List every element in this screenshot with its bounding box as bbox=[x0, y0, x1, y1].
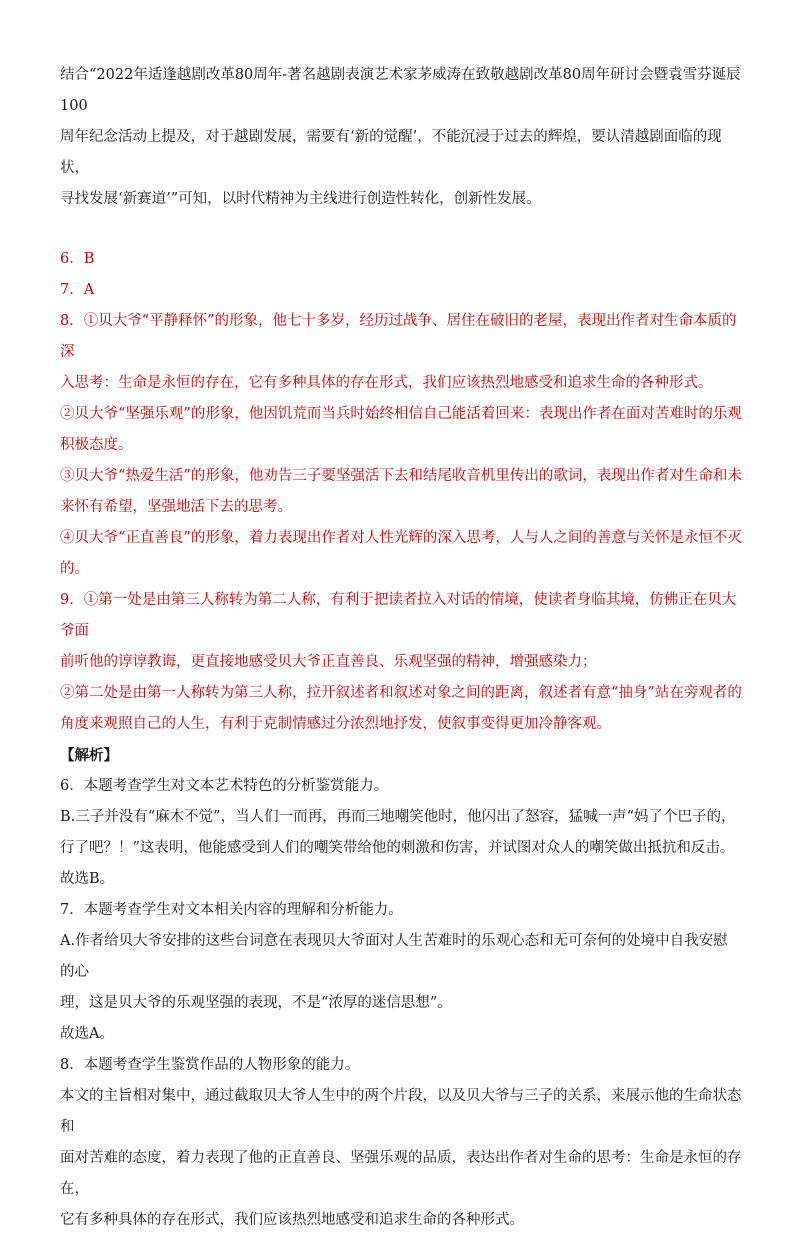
answer-q8-line: 来怀有希望，坚强地活下去的思考。 bbox=[60, 499, 292, 515]
intro-line: 结合“2022年适逢越剧改革80周年-著名越剧表演艺术家茅威涛在致敬越剧改革80周年研讨会暨袁雪芬诞辰100 bbox=[60, 67, 741, 114]
answer-q8-line: ③贝大爷“热爱生活”的形象，他劝告三子要坚强活下去和结尾收音机里传出的歌词，表现出作者对生命和未 bbox=[60, 468, 742, 484]
analysis-line: 面对苦难的态度，着力表现了他的正直善良、坚强乐观的品质，表达出作者对生命的思考：生命是永恒的存在， bbox=[60, 1150, 742, 1197]
analysis-line: 8．本题考查学生鉴赏作品的人物形象的能力。 bbox=[60, 1057, 360, 1073]
answer-q8-line: 积极态度。 bbox=[60, 437, 133, 453]
answer-q9 bbox=[60, 585, 742, 740]
analysis-section bbox=[60, 740, 742, 1236]
analysis-line: 故选B。 bbox=[60, 871, 115, 887]
analysis-title: 【解析】 bbox=[60, 747, 118, 764]
intro-line: 周年纪念活动上提及，对于越剧发展，需要有‘新的觉醒’，不能沉浸于过去的辉煌，要认清越剧面临的现状， bbox=[60, 129, 722, 176]
analysis-line: 故选A。 bbox=[60, 1026, 114, 1042]
intro-paragraph bbox=[60, 60, 742, 215]
answer-q9-line: 前听他的谆谆教诲，更直接地感受贝大爷正直善良、乐观坚强的精神，增强感染力； bbox=[60, 654, 597, 670]
analysis-line: 理，这是贝大爷的乐观坚强的表现，不是“浓厚的迷信思想”。 bbox=[60, 995, 452, 1011]
analysis-line: B.三子并没有“麻木不觉”，当人们一而再，再而三地嘲笑他时，他闪出了怒容，猛喊一声“妈了个巴子的， bbox=[60, 809, 736, 825]
answer-q9-line: ②第二处是由第一人称转为第三人称，拉开叙述者和叙述对象之间的距离，叙述者有意“抽身”站在旁观者的 bbox=[60, 685, 742, 701]
document-content bbox=[60, 60, 742, 1236]
answer-q8 bbox=[60, 306, 742, 585]
answer-q9-line: 9．①第一处是由第三人称转为第二人称，有利于把读者拉入对话的情境，使读者身临其境，仿佛正在贝大爷面 bbox=[60, 592, 737, 639]
analysis-q7 bbox=[60, 895, 742, 1050]
analysis-line: 6．本题考查学生对文本艺术特色的分析鉴赏能力。 bbox=[60, 778, 389, 794]
answer-q8-line: 入思考：生命是永恒的存在，它有多种具体的存在形式，我们应该热烈地感受和追求生命的各种形式。 bbox=[60, 375, 713, 391]
spacer bbox=[60, 215, 742, 244]
analysis-line: 行了吧？！”这表明，他能感受到人们的嘲笑带给他的刺激和伤害，并试图对众人的嘲笑做出抵抗和反击。 bbox=[60, 840, 735, 856]
analysis-line: A.作者给贝大爷安排的这些台词意在表现贝大爷面对人生苦难时的乐观心态和无可奈何的处境中自我安慰的心 bbox=[60, 933, 728, 980]
analysis-line: 7．本题考查学生对文本相关内容的理解和分析能力。 bbox=[60, 902, 403, 918]
analysis-line: 本文的主旨相对集中，通过截取贝大爷人生中的两个片段，以及贝大爷与三子的关系，来展示他的生命状态和 bbox=[60, 1088, 742, 1135]
answer-q8-line: ④贝大爷“正直善良”的形象，着力表现出作者对人性光辉的深入思考，人与人之间的善意与关怀是永恒不灭 bbox=[60, 530, 742, 546]
answer-q8-line: 的。 bbox=[60, 561, 89, 577]
answer-q6: 6．B bbox=[60, 251, 95, 267]
answer-q8-line: ②贝大爷“坚强乐观”的形象，他因饥荒而当兵时始终相信自己能活着回来：表现出作者在面对苦难时的乐观 bbox=[60, 406, 742, 422]
analysis-q8 bbox=[60, 1050, 742, 1236]
analysis-q6 bbox=[60, 771, 742, 895]
answer-q7: 7．A bbox=[60, 282, 95, 298]
answer-section bbox=[60, 244, 742, 740]
answer-q8-line: 8．①贝大爷“平静释怀”的形象，他七十多岁，经历过战争、居住在破旧的老屋，表现出作者对生命本质的深 bbox=[60, 313, 737, 360]
answer-q9-line: 角度来观照自己的人生，有利于克制情感过分浓烈地抒发，使叙事变得更加冷静客观。 bbox=[60, 716, 611, 732]
analysis-line: 它有多种具体的存在形式，我们应该热烈地感受和追求生命的各种形式。 bbox=[60, 1212, 524, 1228]
intro-line: 寻找发展‘新赛道’”可知，以时代精神为主线进行创造性转化，创新性发展。 bbox=[60, 191, 541, 207]
